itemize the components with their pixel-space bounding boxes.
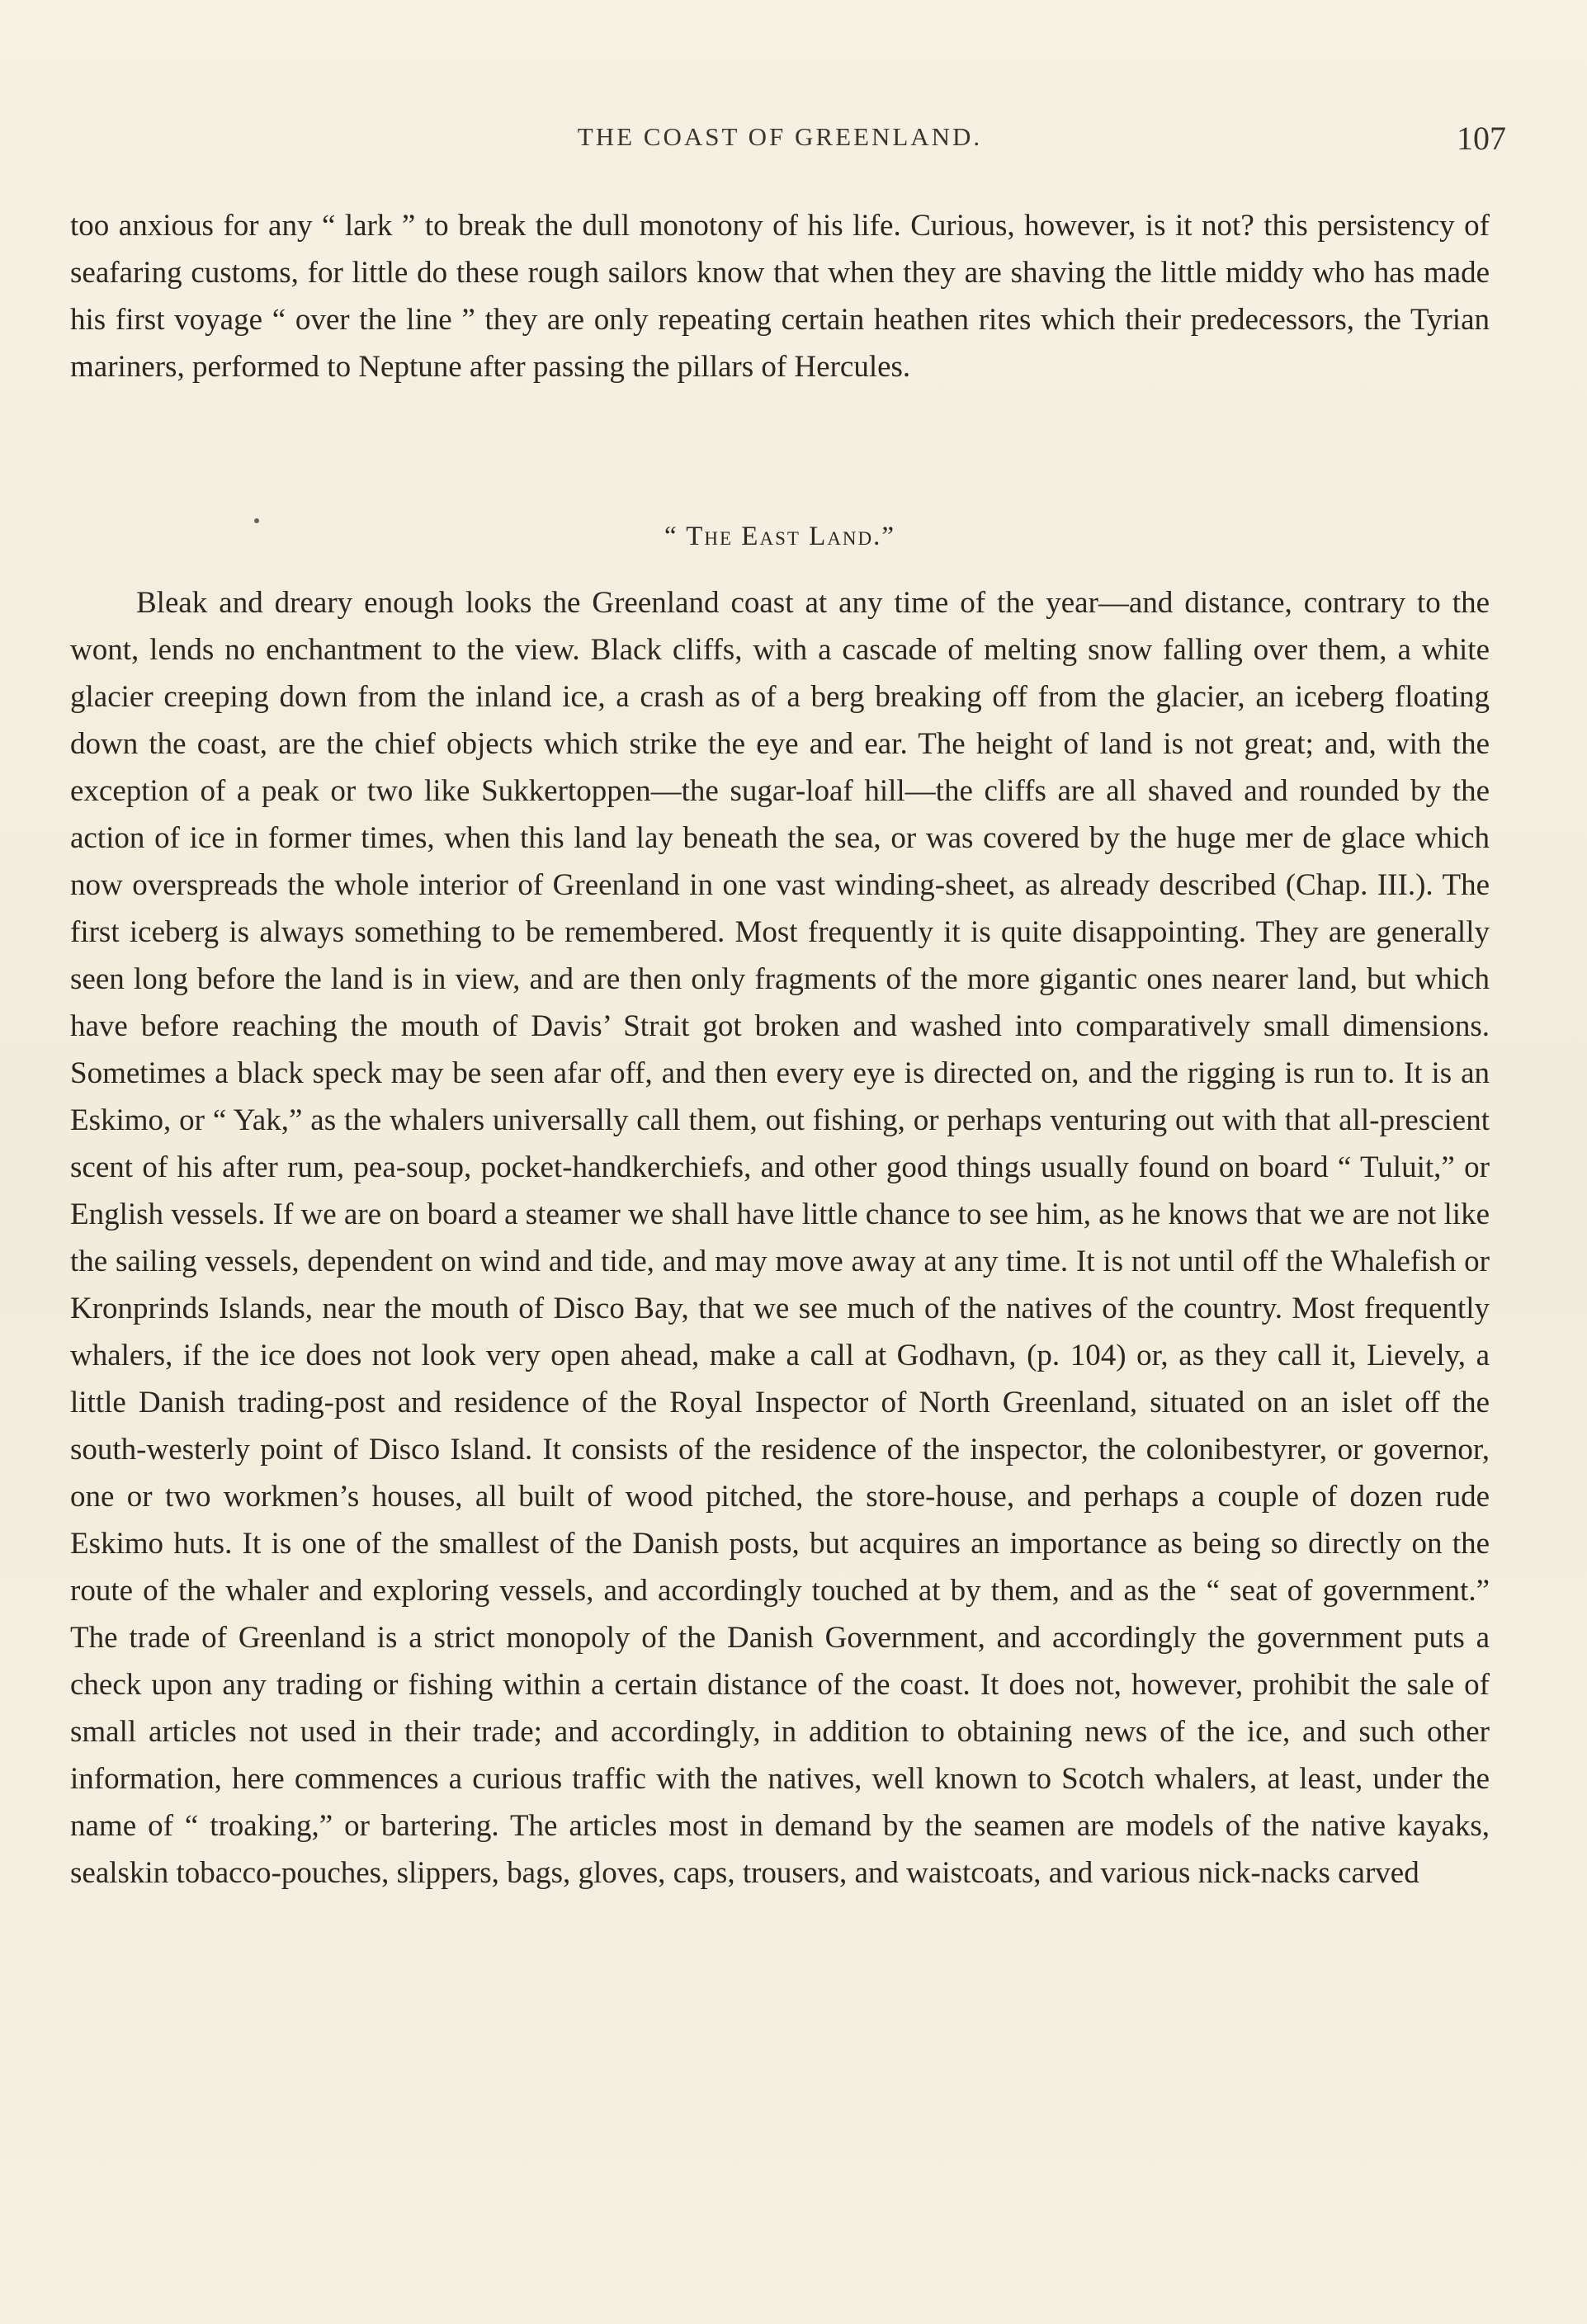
running-title: THE COAST OF GREENLAND.: [577, 122, 983, 151]
running-head: [70, 120, 1506, 163]
section-heading: “ The East Land.”: [664, 522, 896, 551]
main-paragraph-block: [70, 579, 1490, 1897]
page-number: 107: [1457, 120, 1506, 157]
continued-paragraph-block: [70, 202, 1490, 390]
continued-paragraph: too anxious for any “ lark ” to break the dull monotony of his life. Curious, however, is it not? this persistency of seafaring customs, for little do these rough sailors know that when they are shaving the little middy who has made his first voyage “ over the line ” they are only repeating certain heathen rites which their predecessors, the Tyrian mariners, performed to Neptune after passing the pillars of Hercules.: [70, 209, 1490, 384]
main-paragraph: Bleak and dreary enough looks the Greenland coast at any time of the year—and distance, contrary to the wont, lends no enchantment to the view. Black cliffs, with a cascade of melting snow falling over them, a white glacier creeping down from the inland ice, a crash as of a berg breaking off from the glacier, an iceberg floating down the coast, are the chief objects which strike the eye and ear. The height of land is not great; and, with the exception of a peak or two like Sukkertoppen—the sugar-loaf hill—the cliffs are all shaved and rounded by the action of ice in former times, when this land lay beneath the sea, or was covered by the huge mer de glace which now overspreads the whole interior of Greenland in one vast winding-sheet, as already described (Chap. III.). The first iceberg is always something to be remembered. Most frequently it is quite disappointing. They are generally seen long before the land is in view, and are then only fragments of the more gigantic ones nearer land, but which have before reaching the mouth of Davis’ Strait got broken and washed into comparatively small dimensions. Sometimes a black speck may be seen afar off, and then every eye is directed on, and the rigging is run to. It is an Eskimo, or “ Yak,” as the whalers universally call them, out fishing, or perhaps venturing out with that all-prescient scent of his after rum, pea-soup, pocket-handkerchiefs, and other good things usually found on board “ Tuluit,” or English vessels. If we are on board a steamer we shall have little chance to see him, as he knows that we are not like the sailing vessels, dependent on wind and tide, and may move away at any time. It is not until off the Whalefish or Kronprinds Islands, near the mouth of Disco Bay, that we see much of the natives of the country. Most frequently whalers, if the ice does not look very open ahead, make a call at Godhavn, (p. 104) or, as they call it, Lievely, a little Danish trading-post and residence of the Royal Inspector of North Greenland, situated on an islet off the south-westerly point of Disco Island. It consists of the residence of the inspector, the colonibestyrer, or governor, one or two workmen’s houses, all built of wood pitched, the store-house, and perhaps a couple of dozen rude Eskimo huts. It is one of the smallest of the Danish posts, but acquires an importance as being so directly on the route of the whaler and exploring vessels, and accordingly touched at by them, and as the “ seat of government.” The trade of Greenland is a strict monopoly of the Danish Government, and accordingly the government puts a check upon any trading or fishing within a certain distance of the coast. It does not, however, prohibit the sale of small articles not used in their trade; and accordingly, in addition to obtaining news of the ice, and such other information, here commences a curious traffic with the natives, well known to Scotch whalers, at least, under the name of “ troaking,” or bartering. The articles most in demand by the seamen are models of the native kayaks, sealskin tobacco-pouches, slippers, bags, gloves, caps, trousers, and waistcoats, and various nick-nacks carved: [70, 586, 1490, 1890]
